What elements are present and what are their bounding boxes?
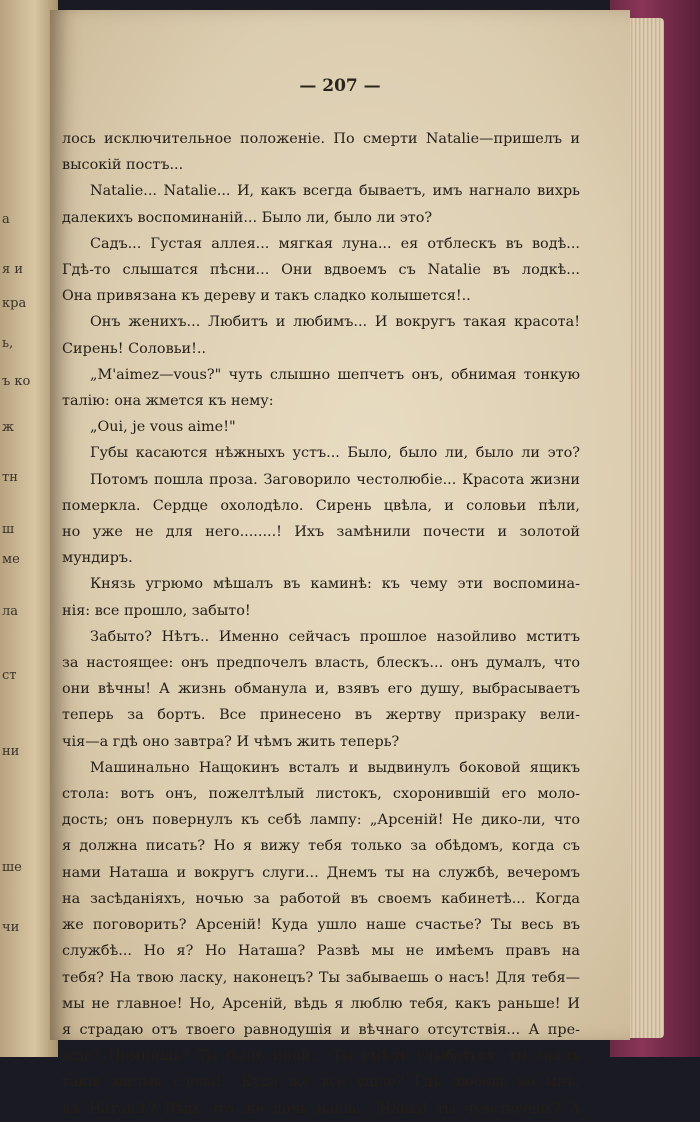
- text-line: тебя? На твою ласку, наконецъ? Ты забываешь о насъ! Для тебя—: [62, 969, 580, 986]
- left-page-fragment: ше: [2, 860, 22, 875]
- text-line: такія милыя слова!.. Куда же все ушло? Гдѣ любовь ко мнѣ,: [62, 1074, 580, 1091]
- text-line: они вѣчны! А жизнь обманула и, взявъ его душу, выбрасываетъ: [62, 681, 580, 698]
- text-line: службѣ... Но я? Но Наташа? Развѣ мы не имѣемъ правъ на: [62, 943, 580, 960]
- text-line: къ Наташѣ? Вѣдь это же дочь наша... Наша! ты чувствуешь? А: [62, 1100, 580, 1117]
- text-line: мы не главное! Но, Арсеній, вѣдь я люблю тебя, какъ раньше! И: [62, 995, 580, 1012]
- book-page: [50, 10, 630, 1117]
- text-line: талію: она жмется къ нему:: [62, 393, 274, 410]
- left-page-fragment: ме: [2, 552, 20, 567]
- text-line: стола: вотъ онъ, пожелтѣлый листокъ, схоронившій его моло-: [62, 786, 580, 803]
- text-line: Сирень! Соловьи!..: [62, 340, 207, 357]
- page-body-text: [62, 126, 580, 1122]
- text-line: дость; онъ повернулъ къ себѣ лампу: „Арсеній! Не дико-ли, что: [62, 812, 580, 829]
- left-page-fragment: тн: [2, 470, 18, 485]
- left-page-fragment: ла: [2, 604, 19, 619]
- left-page-fragment: чи: [2, 920, 20, 935]
- left-page-fragment: кра: [2, 296, 27, 311]
- left-page-fragment: ь,: [2, 336, 14, 351]
- left-page-fragment: ъ ко: [2, 374, 31, 389]
- left-page-fragment: ст: [2, 668, 17, 683]
- text-line: Князь угрюмо мѣшалъ въ каминѣ: къ чему эти воспомина-: [90, 576, 580, 593]
- text-line: далекихъ воспоминаній... Было ли, было ли это?: [62, 209, 433, 226]
- left-page-fragment: ни: [2, 744, 20, 759]
- text-line: нами Наташа и вокругъ слуги... Днемъ ты на службѣ, вечеромъ: [62, 864, 580, 881]
- text-line: Natalie... Natalie... И, какъ всегда бываетъ, имъ нагнало вихрь: [90, 183, 580, 200]
- text-line: Губы касаются нѣжныхъ устъ... Было, было ли, было ли это?: [90, 445, 580, 462]
- text-line: я страдаю отъ твоего равнодушія и вѣчнаго отсутствія... А пре-: [62, 1021, 580, 1038]
- page-number: — 207 —: [299, 76, 381, 96]
- text-line: „M'aimez—vous?" чуть слышно шепчетъ онъ, обнимая тонкую: [90, 366, 580, 383]
- text-line: Садъ... Густая аллея... мягкая луна... ея отблескъ въ водѣ...: [90, 235, 580, 252]
- text-line: Забыто? Нѣтъ.. Именно сейчасъ прошлое назойливо мститъ: [90, 628, 580, 645]
- text-line: Потомъ пошла проза. Заговорило честолюбіе... Красота жизни: [90, 471, 580, 488]
- text-line: лось исключительное положеніе. По смерти Natalie—пришелъ и: [62, 131, 580, 147]
- left-page-fragment: ж: [2, 420, 14, 435]
- text-line: на засѣданіяхъ, ночью за работой въ своемъ кабинетѣ... Когда: [62, 890, 580, 907]
- text-line: но уже не для него........! Ихъ замѣнили почести и золотой: [62, 524, 580, 541]
- text-line: мундиръ.: [62, 550, 133, 567]
- left-page-fragment: а: [2, 212, 10, 227]
- text-line: Гдѣ-то слышатся пѣсни... Они вдвоемъ съ Natalie въ лодкѣ...: [62, 262, 580, 279]
- text-line: померкла. Сердце охолодѣло. Сирень цвѣла, и соловьи пѣли,: [62, 497, 580, 514]
- text-line: „Oui, je vous aime!": [90, 419, 236, 436]
- left-page-fragment: я и: [2, 262, 23, 277]
- text-line: теперь за бортъ. Все принесено въ жертву призраку вели-: [62, 707, 580, 724]
- left-page-fragment: ш: [2, 522, 15, 537]
- text-line: жде? Помнишь? Ты былъ иной... Ты умѣлъ улыбаться, ты зналъ: [62, 1048, 580, 1065]
- text-line: нія: все прошло, забыто!: [62, 602, 251, 619]
- text-line: чія—а гдѣ оно завтра? И чѣмъ жить теперь?: [62, 733, 400, 750]
- text-line: за настоящее: онъ предпочелъ власть, блескъ... онъ думалъ, что: [62, 655, 580, 672]
- text-line: Онъ женихъ... Любитъ и любимъ... И вокругъ такая красота!: [90, 314, 580, 331]
- text-line: я должна писать? Но я вижу тебя только за обѣдомъ, когда съ: [62, 838, 580, 855]
- text-line: высокій постъ...: [62, 157, 184, 174]
- text-line: же поговорить? Арсеній! Куда ушло наше счастье? Ты весь въ: [62, 917, 580, 934]
- text-line: Она привязана къ дереву и такъ сладко колышется!..: [62, 288, 471, 305]
- text-line: Машинально Нащокинъ всталъ и выдвинулъ боковой ящикъ: [90, 759, 580, 776]
